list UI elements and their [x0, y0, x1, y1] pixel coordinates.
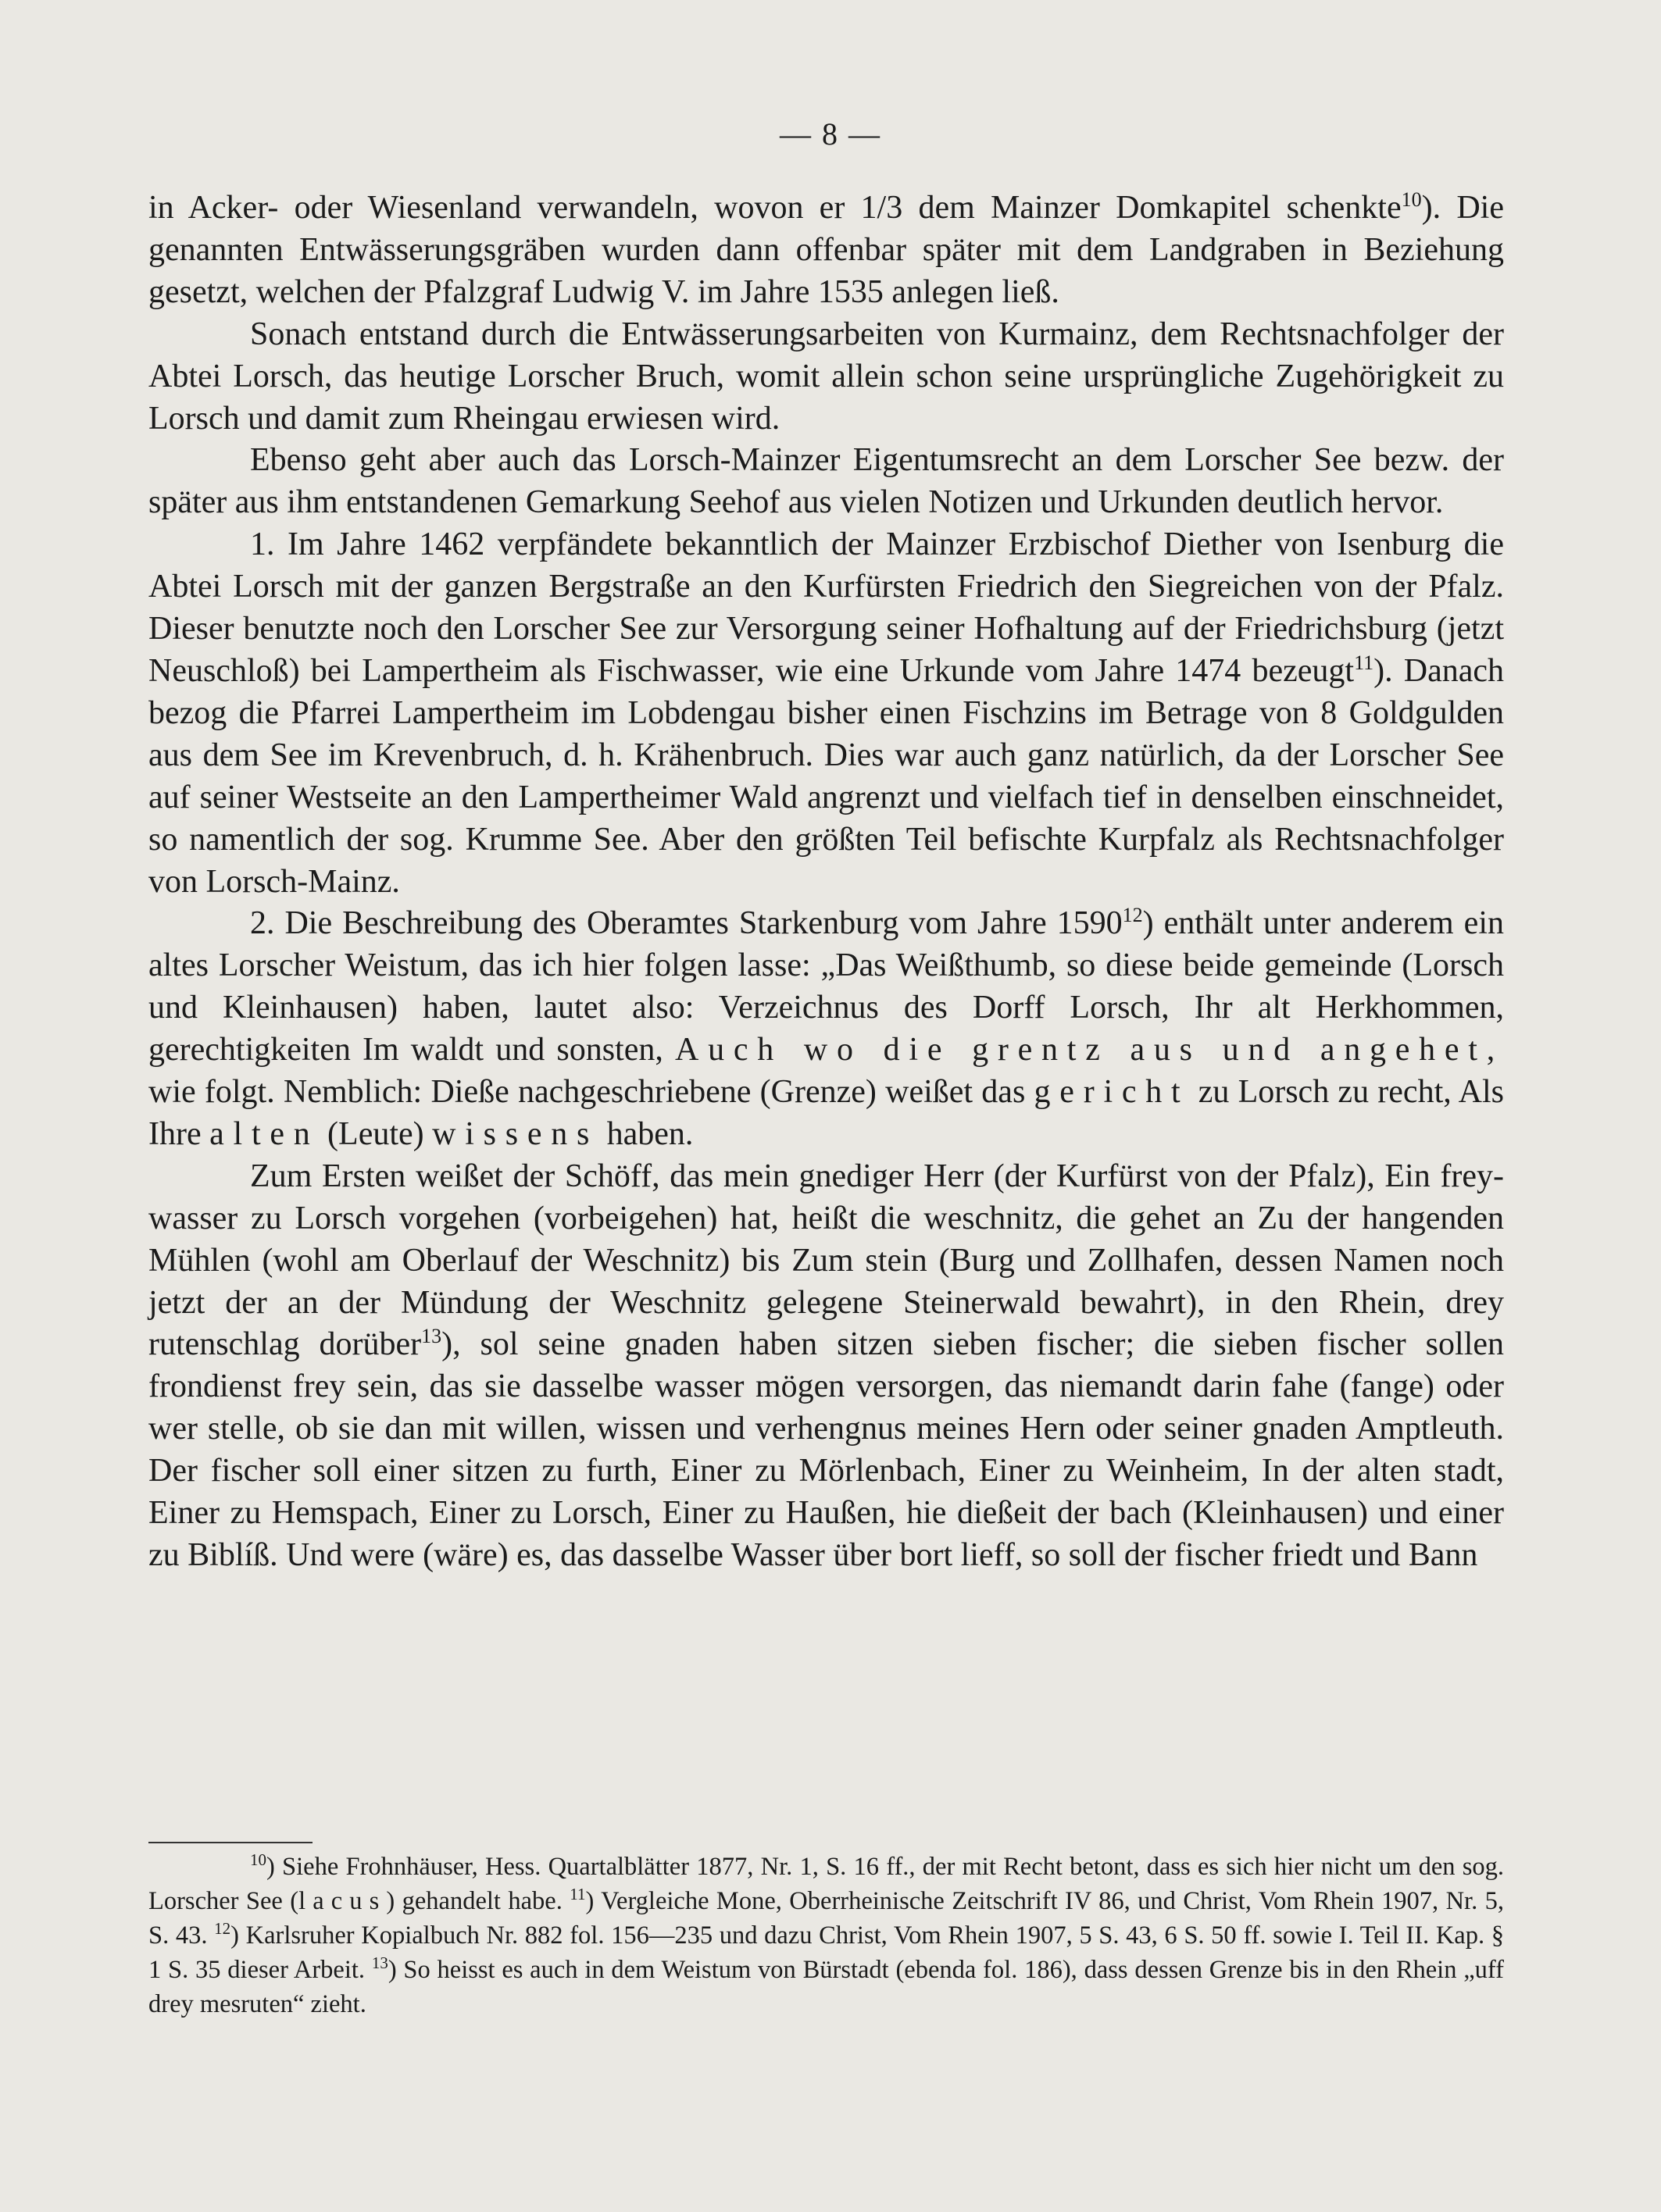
spaced-emphasis: alten	[209, 1115, 320, 1152]
paragraph	[148, 314, 1504, 441]
footnote-ref: 10	[250, 1850, 266, 1870]
text-run: ) Vergleiche Mone, Oberrheinische Zeitschrift IV 86, und Christ, Vom Rhein 1907, Nr. 5, S. 43.	[148, 1887, 1505, 1950]
text-run: in Acker- oder Wiesenland verwandeln, wovon er	[148, 190, 861, 226]
text-run: Ebenso geht aber auch das Lorsch-Mainzer Eigentumsrecht an dem Lorscher See bezw. der später aus ihm entstandenen Gemarkung Seehof aus vielen Notizen und Urkunden deutlich hervor.	[148, 442, 1504, 521]
spaced-emphasis: lacus	[298, 1887, 387, 1915]
paragraph	[148, 440, 1504, 524]
text-run: zu Lorsch zu recht, Als Ihre	[148, 1074, 1504, 1152]
text-run: dem Mainzer Domkapitel schenkte	[902, 190, 1402, 226]
footnote-ref: 13	[421, 1325, 442, 1348]
footnote	[148, 1850, 1504, 2021]
main-text	[148, 187, 1504, 1577]
text-run: wie folgt. Nemblich: Dieße nachgeschriebene (Grenze) weißet das	[148, 1074, 1034, 1111]
paragraph	[148, 903, 1504, 1155]
text-run: ) So heisst es auch in dem Weistum von Bürstadt (ebenda fol. 186), dass dessen Grenze bis in den Rhein „uff drey mesruten“ zieht.	[148, 1956, 1504, 2018]
text-run: ), sol seine gnaden haben sitzen sieben fischer; die sieben fischer sollen frondienst frey sein, das sie dasselbe wasser mögen versorgen, das niemandt darin fahe (fange) oder wer stelle, ob sie dan mit willen, wissen und verhengnus meines Hern oder seiner gnaden Amptleuth. Der fischer soll einer sitzen zu furth, Einer zu Mörlenbach, Einer zu Weinheim, In der alten stadt, Einer zu Hemspach, Einer zu Lorsch, Einer zu Haußen, hie dießeit der bach (Kleinhausen) und einer zu Biblíß. Und were (wäre) es, das dasselbe Wasser über bort lieff, so soll der fischer friedt und Bann	[148, 1326, 1505, 1573]
footnotes	[148, 1850, 1504, 2021]
text-run: 2. Die Beschreibung des Oberamtes Starkenburg vom Jahre 1590	[250, 905, 1123, 942]
paragraph	[148, 1156, 1504, 1577]
text-run: ) enthält unter anderem ein altes Lorscher Weistum, das ich hier folgen lasse: „Das Weißthumb, so diese beide gemeinde (Lorsch und Kleinhausen) haben, lautet also: Verzeichnus des Dorff Lorsch, Ihr alt Herkhommen, gerechtigkeiten Im waldt und sonsten,	[148, 905, 1504, 1069]
paragraph	[148, 187, 1504, 314]
text-run: (Leute)	[319, 1115, 433, 1152]
text-run: ). Danach bezog die Pfarrei Lampertheim im Lobdengau bisher einen Fischzins im Betrage von 8 Goldgulden aus dem See im Krevenbruch, d. h. Krähenbruch. Dies war auch ganz natürlich, da der Lorscher See auf seiner Westseite an den Lampertheimer Wald angrenzt und vielfach tief in denselben einschneidet, so namentlich der sog. Krumme See. Aber den größten Teil befischte Kurpfalz als Rechtsnachfolger von Lorsch-Mainz.	[148, 652, 1505, 900]
text-run: ) Siehe Frohnhäuser, Hess. Quartalblätter 1877, Nr. 1, S. 16 ff., der mit Recht betont, dass es sich hier nicht um den sog. Lorscher See (	[148, 1853, 1504, 1915]
spaced-emphasis: gericht	[1034, 1074, 1190, 1111]
footnote-ref: 12	[1122, 904, 1143, 927]
paragraph	[148, 524, 1504, 903]
text-run: ) gehandelt habe.	[386, 1887, 570, 1915]
text-run: Sonach entstand durch die Entwässerungsarbeiten von Kurmainz, dem Rechtsnachfolger der Abtei Lorsch, das heutige Lorscher Bruch, womit allein schon seine ursprüngliche Zugehörigkeit zu Lorsch und damit zum Rheingau erwiesen wird.	[148, 316, 1504, 437]
fraction: 1/3	[860, 190, 903, 226]
spaced-emphasis: Auch wo die grentz aus und angehet,	[674, 1032, 1504, 1069]
page-number: — 8 —	[780, 116, 881, 152]
footnote-ref: 11	[570, 1885, 586, 1904]
footnote-ref: 13	[371, 1953, 388, 1973]
text-run: Zum Ersten weißet der Schöff, das mein gnediger Herr (der Kurfürst von der Pfalz), Ein frey-wasser zu Lorsch vorgehen (vorbeigehen) hat, heißt die weschnitz, die gehet an Zu der hangenden Mühlen (wohl am Oberlauf der Weschnitz) bis Zum stein (Burg und Zollhafen, dessen Namen noch jetzt der an der Mündung der Weschnitz gelegene Steinerwald bewahrt), in den Rhein, drey rutenschlag dorüber	[148, 1158, 1504, 1363]
footnote-ref: 12	[214, 1919, 231, 1939]
footnote-ref: 11	[1354, 651, 1374, 674]
text-run: haben.	[598, 1115, 694, 1152]
text-run: 1. Im Jahre 1462 verpfändete bekanntlich der Mainzer Erzbischof Diether von Isenburg die Abtei Lorsch mit der ganzen Bergstraße an den Kurfürsten Friedrich den Siegreichen von der Pfalz. Dieser benutzte noch den Lorscher See zur Versorgung seiner Hofhaltung auf der Friedrichsburg (jetzt Neuschloß) bei Lampertheim als Fischwasser, wie eine Urkunde vom Jahre 1474 bezeugt	[148, 526, 1504, 689]
spaced-emphasis: wissens	[432, 1115, 599, 1152]
text-run: ) Karlsruher Kopialbuch Nr. 882 fol. 156—235 und dazu Christ, Vom Rhein 1907, 5 S. 43, 6 S. 50 ff. sowie I. Teil II. Kap. § 1 S. 35 dieser Arbeit.	[148, 1921, 1504, 1984]
text-run: ). Die genannten Entwässerungsgräben wurden dann offenbar später mit dem Landgraben in Beziehung gesetzt, welchen der Pfalzgraf Ludwig V. im Jahre 1535 anlegen ließ.	[148, 190, 1504, 310]
footnote-ref: 10	[1401, 188, 1422, 211]
footnote-separator	[148, 1842, 313, 1843]
